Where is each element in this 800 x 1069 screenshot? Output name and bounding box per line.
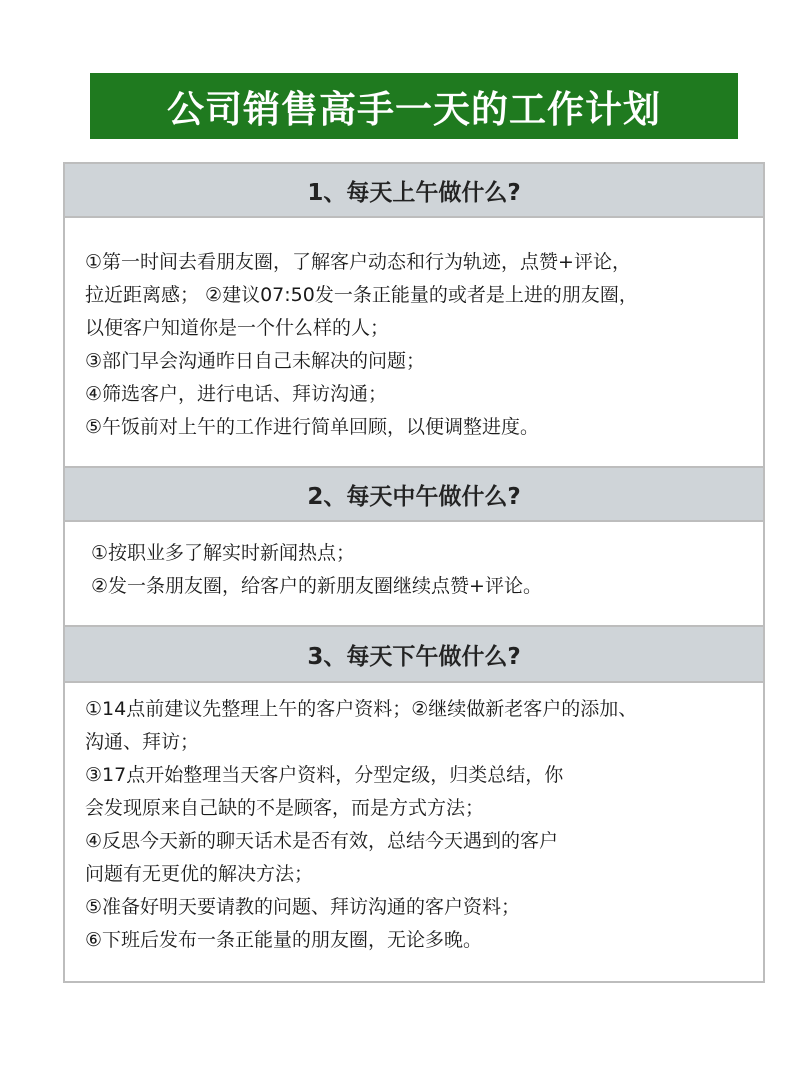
afternoon-line-3: ③17点开始整理当天客户资料，分型定级，归类总结，你 [85,764,564,786]
section-heading-morning: 1、每天上午做什么? [65,164,763,218]
section-body-afternoon [65,683,763,981]
morning-line-1: ①第一时间去看朋友圈，了解客户动态和行为轨迹，点赞+评论， [85,251,631,273]
afternoon-line-1: ①14点前建议先整理上午的客户资料；②继续做新老客户的添加、 [85,698,638,720]
morning-line-6: ⑤午饭前对上午的工作进行简单回顾，以便调整进度。 [85,416,540,438]
section-body-noon [65,522,763,627]
section-heading-noon: 2、每天中午做什么? [65,468,763,522]
morning-line-4: ③部门早会沟通昨日自己未解决的问题； [85,350,426,372]
afternoon-line-8: ⑥下班后发布一条正能量的朋友圈，无论多晚。 [85,929,483,951]
afternoon-line-7: ⑤准备好明天要请教的问题、拜访沟通的客户资料； [85,896,521,918]
afternoon-line-2: 沟通、拜访； [85,731,200,753]
section-heading-afternoon: 3、每天下午做什么? [65,627,763,683]
morning-line-3: 以便客户知道你是一个什么样的人； [85,317,390,339]
noon-line-1: ①按职业多了解实时新闻热点； [91,542,356,564]
section-body-morning [65,218,763,468]
afternoon-line-4: 会发现原来自己缺的不是顾客，而是方式方法； [85,797,485,819]
afternoon-line-6: 问题有无更优的解决方法； [85,863,314,885]
morning-line-5: ④筛选客户，进行电话、拜访沟通； [85,383,388,405]
noon-line-2: ②发一条朋友圈，给客户的新朋友圈继续点赞+评论。 [91,575,542,597]
plan-table [63,162,765,983]
afternoon-line-5: ④反思今天新的聊天话术是否有效，总结今天遇到的客户 [85,830,559,852]
page-title: 公司销售高手一天的工作计划 [90,73,738,139]
morning-line-2: 拉近距离感； ②建议07:50发一条正能量的或者是上进的朋友圈， [85,284,638,306]
